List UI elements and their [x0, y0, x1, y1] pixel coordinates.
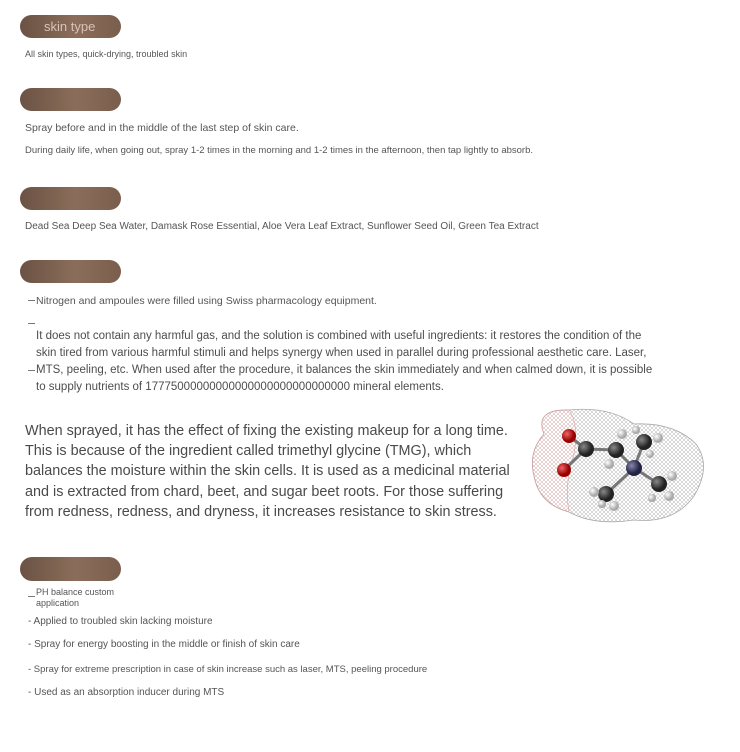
section-label-usage [20, 88, 121, 111]
dash-icon [28, 323, 35, 324]
section-label-recommended [20, 557, 121, 581]
feature-item-2: It does not contain any harmful gas, and the solution is combined with useful ingredients: it restores the condition of the skin tired from various harmful stimuli and helps synergy when used in parallel during professional aesthetic care. Laser, MTS, peeling, etc. When used after the procedure, it balances the skin immediately and when calmed down, it is possible to supply nutrients of 17775000000000000000000000000000 mineral elements. [36, 330, 653, 393]
dash-icon [28, 596, 35, 597]
skin-type-text: All skin types, quick-drying, troubled skin [25, 49, 188, 59]
usage-line-1: Spray before and in the middle of the last step of skin care. [25, 122, 299, 134]
dash-icon [28, 370, 35, 371]
recommended-item: - Spray for extreme prescription in case of skin increase such as laser, MTS, peeling procedure [28, 664, 428, 675]
recommended-item: - Spray for energy boosting in the middle or finish of skin care [28, 639, 300, 650]
section-label-features [20, 260, 121, 283]
recommended-item: - Used as an absorption inducer during MTS [28, 687, 225, 698]
ingredients-text: Dead Sea Deep Sea Water, Damask Rose Essential, Aloe Vera Leaf Extract, Sunflower Seed Oil, Green Tea Extract [25, 221, 539, 232]
section-label-ingredients [20, 187, 121, 210]
tmg-molecule-image [524, 404, 710, 528]
dash-icon [28, 300, 35, 301]
tmg-paragraph: When sprayed, it has the effect of fixing the existing makeup for a long time. This is because of the ingredient called trimethyl glycine (TMG), which balances the moisture within the skin cells. It is used as a medicinal material and is extracted from chard, beet, and sugar beet roots. For those suffering from redness, redness, and dryness, it increases resistance to skin stress. [25, 423, 510, 520]
feature-item-1: Nitrogen and ampoules were filled using Swiss pharmacology equipment. [36, 295, 377, 307]
usage-line-2: During daily life, when going out, spray 1-2 times in the morning and 1-2 times in the afternoon, then tap lightly to absorb. [25, 145, 534, 156]
recommended-item: - Applied to troubled skin lacking moisture [28, 616, 213, 627]
recommended-sub: PH balance custom application [36, 587, 115, 608]
section-label-skin-type: skin type [20, 15, 121, 38]
